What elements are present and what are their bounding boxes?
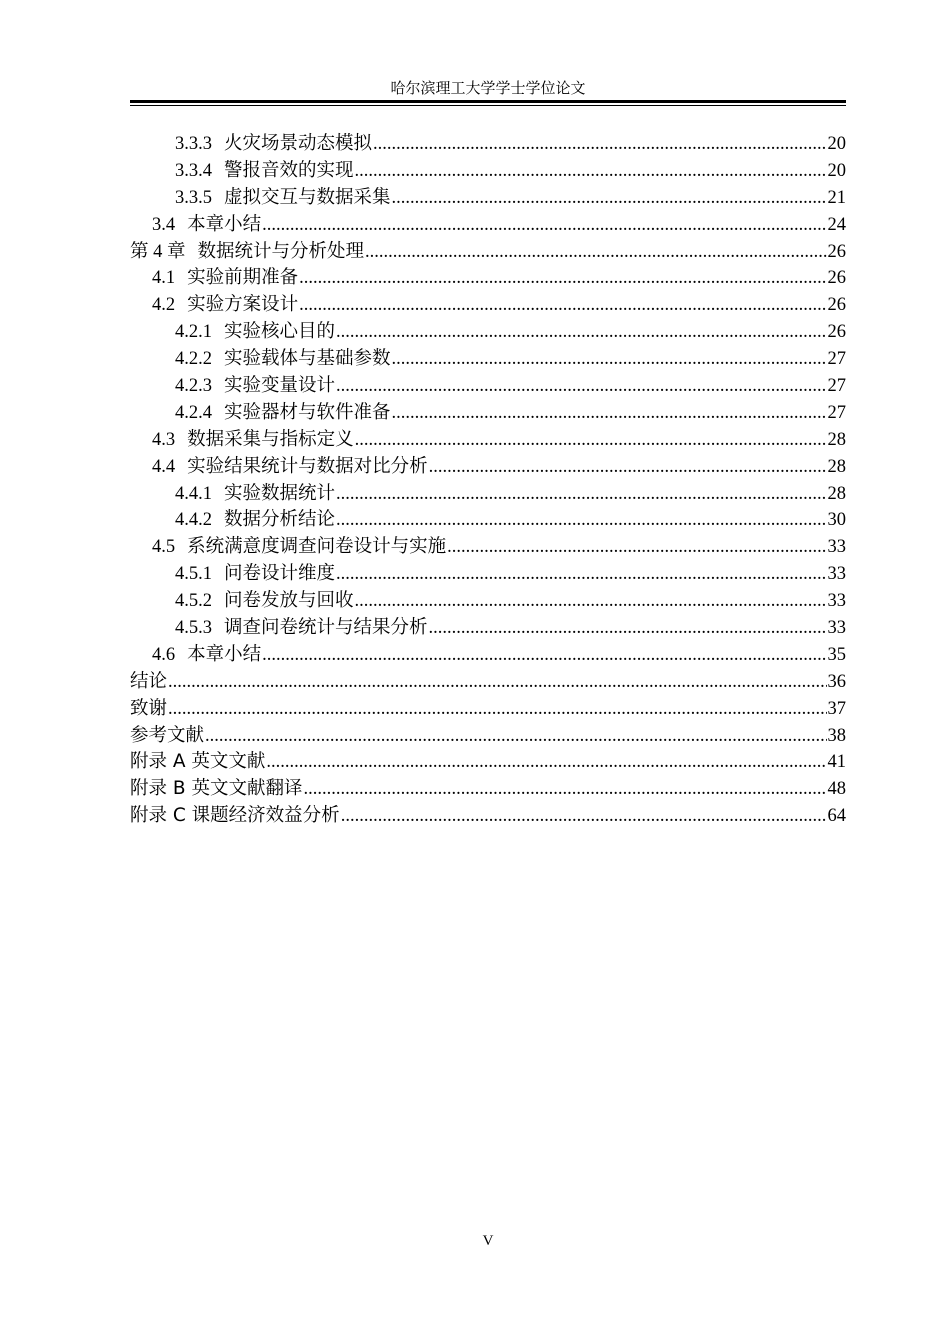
toc-entry-title: 致谢 [130,697,168,719]
toc-entry[interactable] [130,534,846,561]
toc-entry-page: 24 [827,214,846,235]
table-of-contents [130,131,846,830]
toc-dot-leader [355,427,827,454]
toc-entry-page: 41 [827,752,846,773]
toc-entry[interactable] [130,615,846,642]
toc-entry[interactable] [130,319,846,346]
toc-entry-title: 问卷设计维度 [224,563,336,585]
toc-entry[interactable] [130,803,846,830]
toc-entry[interactable] [130,588,846,615]
toc-dot-leader [392,400,827,427]
toc-dot-leader [336,481,826,508]
toc-entry-number: 4.3 [152,429,176,450]
toc-entry[interactable] [130,642,846,669]
toc-entry[interactable] [130,454,846,481]
toc-entry-number: 4.2 [152,295,176,316]
toc-dot-leader [355,158,827,185]
toc-entry-title: 问卷发放与回收 [224,590,354,612]
toc-entry[interactable] [130,265,846,292]
toc-entry-title: 结论 [130,670,168,692]
toc-entry-page: 26 [827,268,846,289]
toc-entry[interactable] [130,400,846,427]
toc-entry[interactable] [130,373,846,400]
toc-entry[interactable] [130,212,846,239]
toc-entry[interactable] [130,481,846,508]
toc-dot-leader [365,239,826,266]
toc-entry-title: 警报音效的实现 [224,159,354,181]
toc-entry-page: 33 [827,537,846,558]
toc-entry-page: 26 [827,322,846,343]
toc-entry-page: 27 [827,349,846,370]
toc-entry[interactable] [130,776,846,803]
toc-entry-title: 系统满意度调查问卷设计与实施 [187,536,447,558]
toc-entry-number: 4.1 [152,268,176,289]
toc-entry-number: 4.5.3 [175,618,212,639]
toc-entry-title: 实验器材与软件准备 [224,401,391,423]
toc-entry[interactable] [130,185,846,212]
toc-dot-leader [336,507,826,534]
toc-entry-number: 第 4 章 [130,241,186,262]
toc-entry-number: 3.3.3 [175,134,212,154]
toc-entry-title: 实验载体与基础参数 [224,348,391,370]
toc-entry-title: 实验前期准备 [187,267,299,289]
toc-entry-title: 本章小结 [187,643,262,665]
toc-entry-title: 虚拟交互与数据采集 [224,186,391,208]
toc-entry-number: 3.3.5 [175,187,212,208]
toc-entry-title: 数据采集与指标定义 [187,428,354,450]
toc-dot-leader [355,588,827,615]
toc-entry-page: 28 [827,483,846,504]
toc-entry-page: 28 [827,456,846,477]
toc-dot-leader [341,803,827,830]
toc-entry-page: 27 [827,402,846,423]
toc-entry-page: 33 [827,591,846,612]
running-header: 哈尔滨理工大学学士学位论文 [390,79,586,97]
toc-entry[interactable] [130,427,846,454]
toc-dot-leader [262,642,826,669]
toc-entry-number: 4.2.3 [175,376,212,397]
toc-entry-title: 附录 C 课题经济效益分析 [130,805,340,827]
toc-dot-leader [205,723,826,750]
page-number: V [482,1233,494,1249]
toc-entry-title: 数据统计与分析处理 [197,240,365,262]
toc-dot-leader [373,131,826,158]
toc-entry[interactable] [130,292,846,319]
toc-dot-leader [266,749,826,776]
toc-entry[interactable] [130,561,846,588]
toc-entry-page: 48 [827,779,846,800]
toc-entry-number: 4.5 [152,537,176,558]
toc-entry-page: 30 [827,510,846,531]
toc-entry-page: 26 [827,241,846,262]
toc-entry-title: 实验结果统计与数据对比分析 [187,455,428,477]
toc-entry[interactable] [130,696,846,723]
toc-dot-leader [447,534,826,561]
toc-entry-page: 27 [827,376,846,397]
toc-entry-page: 37 [827,698,846,719]
header-rule-thin [130,105,846,106]
toc-entry[interactable] [130,507,846,534]
toc-entry[interactable] [130,158,846,185]
toc-entry[interactable] [130,346,846,373]
toc-dot-leader [336,373,826,400]
toc-entry-number: 4.4.1 [175,483,212,504]
toc-entry[interactable] [130,669,846,696]
toc-entry[interactable] [130,723,846,750]
toc-entry-title: 实验变量设计 [224,375,336,397]
toc-dot-leader [392,346,827,373]
toc-entry-title: 附录 B 英文文献翻译 [130,778,303,800]
toc-entry[interactable] [130,131,846,158]
toc-entry-page: 33 [827,564,846,585]
toc-entry-page: 36 [827,671,846,692]
toc-entry-page: 28 [827,429,846,450]
toc-entry-title: 调查问卷统计与结果分析 [224,617,428,639]
toc-dot-leader [168,669,826,696]
header-rule-thick [130,100,846,103]
toc-entry[interactable] [130,239,846,266]
toc-entry-number: 4.5.1 [175,564,212,585]
toc-entry-page: 20 [827,134,846,154]
toc-entry-page: 20 [827,160,846,181]
toc-dot-leader [336,561,826,588]
toc-dot-leader [299,292,826,319]
toc-entry-page: 21 [827,187,846,208]
toc-entry-title: 实验数据统计 [224,482,336,504]
toc-entry-title: 实验核心目的 [224,321,336,343]
toc-entry-title: 附录 A 英文文献 [130,751,266,773]
toc-entry-number: 3.4 [152,214,176,235]
toc-entry-number: 4.4.2 [175,510,212,531]
toc-entry-page: 26 [827,295,846,316]
toc-entry-page: 35 [827,644,846,665]
toc-entry-title: 火灾场景动态模拟 [224,133,373,154]
toc-entry-number: 4.2.4 [175,402,212,423]
toc-entry-number: 4.2.1 [175,322,212,343]
toc-entry-number: 4.2.2 [175,349,212,370]
toc-entry-number: 4.6 [152,644,176,665]
toc-dot-leader [336,319,826,346]
toc-dot-leader [392,185,827,212]
toc-entry-title: 实验方案设计 [187,294,299,316]
toc-entry-page: 64 [827,806,846,827]
toc-dot-leader [303,776,826,803]
toc-entry-number: 4.5.2 [175,591,212,612]
toc-entry[interactable] [130,749,846,776]
toc-dot-leader [262,212,826,239]
toc-entry-number: 3.3.4 [175,160,212,181]
toc-dot-leader [429,454,827,481]
toc-dot-leader [299,265,826,292]
toc-entry-page: 33 [827,618,846,639]
toc-entry-title: 本章小结 [187,213,262,235]
toc-entry-title: 参考文献 [130,724,205,746]
toc-entry-title: 数据分析结论 [224,509,336,531]
toc-entry-page: 38 [827,725,846,746]
toc-dot-leader [168,696,826,723]
toc-dot-leader [429,615,827,642]
toc-entry-number: 4.4 [152,456,176,477]
